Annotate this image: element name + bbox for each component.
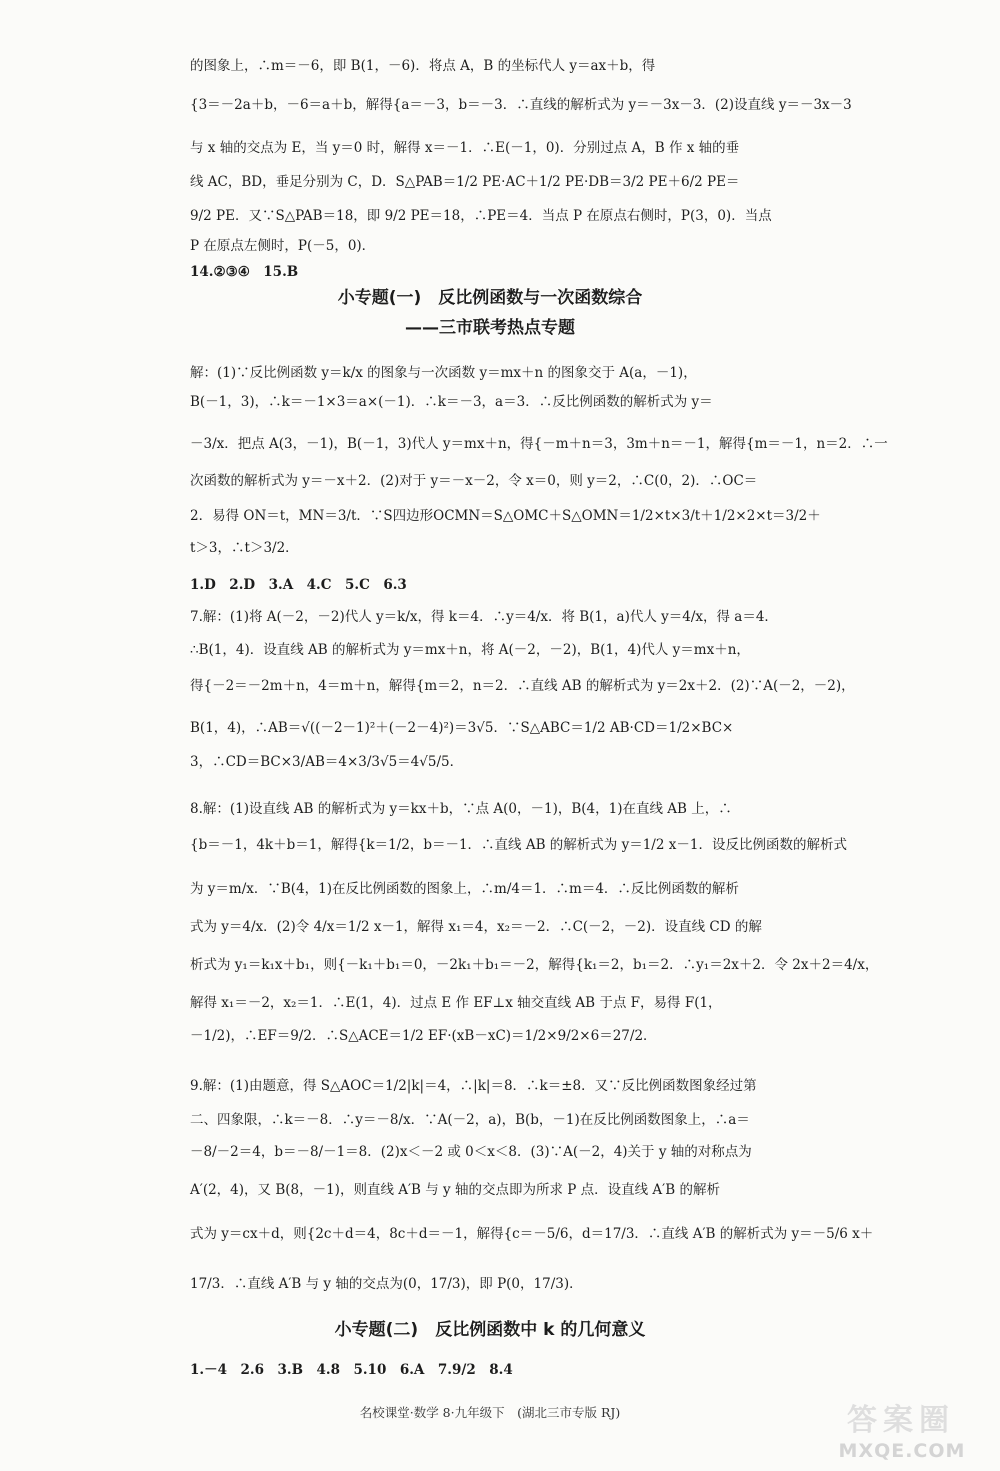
- text-line: 解得 x₁＝－2，x₂＝1．∴E(1，4)．过点 E 作 EF⊥x 轴交直线 AB 于点 F，易得 F(1，: [190, 995, 722, 1011]
- text-line: －3/x．把点 A(3，－1)，B(－1，3)代人 y＝mx＋n，得{－m＋n＝3，3m＋n＝－1，解得{m＝－1，n＝2．∴一: [190, 436, 888, 452]
- text-line: B(1，4)，∴AB＝√((－2－1)²＋(－2－4)²)＝3√5．∵S△ABC＝1/2 AB·CD＝1/2×BC×: [190, 720, 734, 736]
- text-line: 7.解：(1)将 A(－2，－2)代人 y＝k/x，得 k＝4．∴y＝4/x．将 B(1，a)代人 y＝4/x，得 a＝4．: [190, 609, 778, 625]
- watermark-url: MXQE.COM: [838, 1440, 966, 1462]
- section-heading: 小专题(一) 反比例函数与一次函数综合: [337, 288, 643, 308]
- text-line: t＞3，∴t＞3/2．: [190, 540, 299, 556]
- section-subheading: ——三市联考热点专题: [405, 318, 575, 338]
- text-line: 解：(1)∵反比例函数 y＝k/x 的图象与一次函数 y＝mx＋n 的图象交于 A(a，－1)，: [190, 365, 697, 381]
- text-line: 9/2 PE．又∵S△PAB＝18，即 9/2 PE＝18，∴PE＝4．当点 P 在原点右侧时，P(3，0)．当点: [190, 208, 772, 224]
- watermark-logo: 答案圈: [847, 1403, 955, 1438]
- text-line: {b＝－1，4k＋b＝1，解得{k＝1/2，b＝－1．∴直线 AB 的解析式为 y＝1/2 x－1．设反比例函数的解析式: [190, 837, 847, 853]
- text-line: 线 AC，BD，垂足分别为 C，D．S△PAB＝1/2 PE·AC＋1/2 PE·DB＝3/2 PE＋6/2 PE＝: [190, 174, 740, 190]
- text-line: B(－1，3)，∴k＝－1×3＝a×(－1)．∴k＝－3，a＝3．∴反比例函数的解析式为 y＝: [190, 394, 713, 410]
- text-line: P 在原点左侧时，P(－5，0)．: [190, 238, 376, 254]
- text-line: 9.解：(1)由题意，得 S△AOC＝1/2|k|＝4，∴|k|＝8．∴k＝±8．又∵反比例函数图象经过第: [190, 1078, 757, 1094]
- text-line: 次函数的解析式为 y＝－x＋2．(2)对于 y＝－x－2，令 x＝0，则 y＝2，∴C(0，2)．∴OC＝: [190, 473, 758, 489]
- answer-line: 14.②③④ 15.B: [190, 264, 299, 280]
- text-line: 2．易得 ON＝t，MN＝3/t．∵S四边形OCMN＝S△OMC＋S△OMN＝1/2×t×3/t＋1/2×2×t＝3/2＋: [190, 508, 821, 524]
- text-line: 得{－2＝－2m＋n，4＝m＋n，解得{m＝2，n＝2．∴直线 AB 的解析式为 y＝2x＋2．(2)∵A(－2，－2)，: [190, 678, 855, 694]
- page-footer: 名校课堂·数学 8·九年级下 (湖北三市专版 RJ): [359, 1405, 621, 1420]
- text-line: 式为 y＝cx＋d，则{2c＋d＝4，8c＋d＝－1，解得{c＝－5/6，d＝17/3．∴直线 A′B 的解析式为 y＝－5/6 x＋: [190, 1226, 874, 1242]
- text-line: －1/2)，∴EF＝9/2．∴S△ACE＝1/2 EF·(xB－xC)＝1/2×9/2×6＝27/2．: [190, 1028, 657, 1044]
- section-heading: 小专题(二) 反比例函数中 k 的几何意义: [334, 1320, 646, 1340]
- text-line: 8.解：(1)设直线 AB 的解析式为 y＝kx＋b，∵点 A(0，－1)，B(4，1)在直线 AB 上，∴: [190, 801, 732, 817]
- text-line: 3，∴CD＝BC×3/AB＝4×3/3√5＝4√5/5．: [190, 754, 464, 770]
- watermark: [818, 1400, 986, 1464]
- text-line: 为 y＝m/x．∵B(4，1)在反比例函数的图象上，∴m/4＝1．∴m＝4．∴反比例函数的解析: [190, 881, 739, 897]
- text-line: A′(2，4)，又 B(8，－1)，则直线 A′B 与 y 轴的交点即为所求 P 点．设直线 A′B 的解析: [190, 1182, 720, 1198]
- text-line: 17/3．∴直线 A′B 与 y 轴的交点为(0，17/3)，即 P(0，17/3)．: [190, 1276, 583, 1292]
- text-line: 析式为 y₁＝k₁x＋b₁，则{－k₁＋b₁＝0，－2k₁＋b₁＝－2，解得{k₁＝2，b₁＝2．∴y₁＝2x＋2．令 2x＋2＝4/x，: [190, 957, 879, 973]
- answer-line: 1.－4 2.6 3.B 4.8 5.10 6.A 7.9/2 8.4: [190, 1362, 513, 1378]
- text-line: 的图象上，∴m＝－6，即 B(1，－6)．将点 A，B 的坐标代人 y＝ax＋b，得: [190, 58, 656, 74]
- text-line: ∴B(1，4)．设直线 AB 的解析式为 y＝mx＋n，将 A(－2，－2)，B(1，4)代人 y＝mx＋n，: [190, 642, 750, 658]
- text-line: 二、四象限，∴k＝－8．∴y＝－8/x．∵A(－2，a)，B(b，－1)在反比例函数图象上，∴a＝: [190, 1112, 750, 1128]
- text-line: {3＝－2a＋b，－6＝a＋b，解得{a＝－3，b＝－3．∴直线的解析式为 y＝－3x－3．(2)设直线 y＝－3x－3: [190, 97, 852, 113]
- text-line: 与 x 轴的交点为 E，当 y＝0 时，解得 x＝－1．∴E(－1，0)．分别过点 A，B 作 x 轴的垂: [190, 140, 740, 156]
- answer-line: 1.D 2.D 3.A 4.C 5.C 6.3: [190, 577, 407, 593]
- text-line: －8/－2＝4，b＝－8/－1＝8．(2)x＜－2 或 0＜x＜8．(3)∵A(－2，4)关于 y 轴的对称点为: [190, 1144, 752, 1160]
- text-line: 式为 y＝4/x．(2)令 4/x＝1/2 x－1，解得 x₁＝4，x₂＝－2．∴C(－2，－2)．设直线 CD 的解: [190, 919, 762, 935]
